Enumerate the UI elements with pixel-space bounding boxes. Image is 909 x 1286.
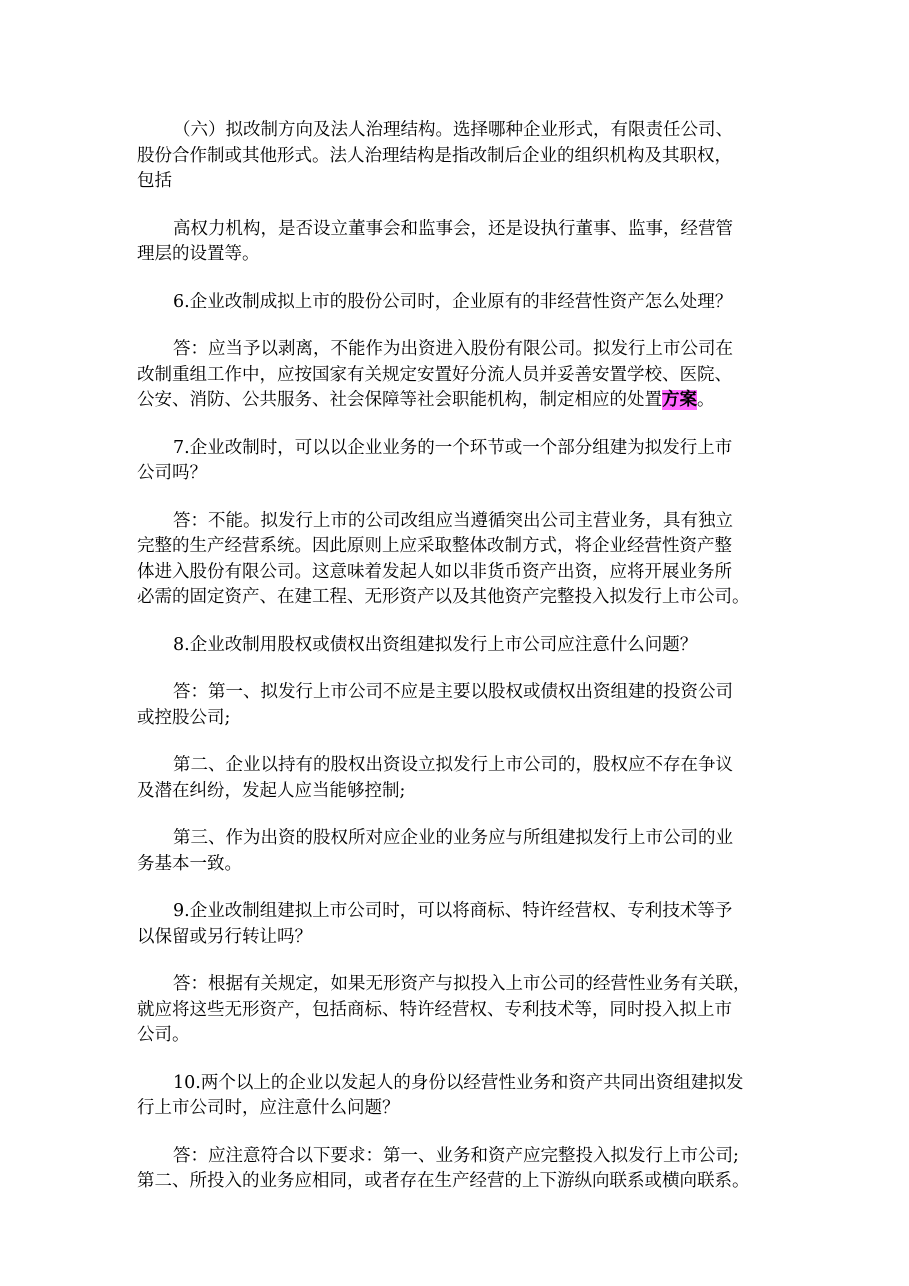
text-line [101,388,773,414]
answer-8-point-1 [137,680,773,731]
text-line: 8.企业改制用股权或债权出资组建拟发行上市公司应注意什么问题？ [173,634,698,655]
answer-8-point-3 [137,826,773,877]
document-body [137,118,773,1217]
text-line: 答：根据有关规定，如果无形资产与拟投入上市公司的经营性业务有关联， [173,974,751,994]
paragraph-governance-structure [137,217,773,268]
text-line: 7.企业改制时，可以以企业业务的一个环节或一个部分组建为拟发行上市 [173,437,733,458]
question-9 [137,899,773,950]
answer-6 [137,337,773,414]
text-line: 6.企业改制成拟上市的股份公司时，企业原有的非经营性资产怎么处理？ [173,291,733,312]
paragraph-restructuring-direction [137,118,773,195]
text-segment: 。 [697,390,715,410]
text-line: 就应将这些无形资产，包括商标、特许经营权、专利技术等，同时投入拟上市 [137,999,732,1020]
text-line: 第三、作为出资的股权所对应企业的业务应与所组建拟发行上市公司的业 [173,828,733,848]
question-10 [137,1071,773,1122]
answer-10 [137,1144,773,1195]
question-6 [137,290,773,316]
answer-9 [137,972,773,1049]
text-line: 第二、企业以持有的股权出资设立拟发行上市公司的，股权应不存在争议 [173,755,733,775]
text-line: 必需的固定资产、在建工程、无形资产以及其他资产完整投入拟发行上市公司。 [137,587,750,607]
text-line: 完整的生产经营系统。因此原则上应采取整体改制方式，将企业经营性资产整 [137,536,732,556]
text-line: 第二、所投入的业务应相同，或者存在生产经营的上下游纵向联系或横向联系。 [137,1171,750,1191]
text-line: 或控股公司; [137,707,231,728]
text-line: 答：不能。拟发行上市的公司改组应当遵循突出公司主营业务，具有独立 [173,510,733,531]
text-line: 及潜在纠纷，发起人应当能够控制; [137,780,406,801]
text-line: 改制重组工作中，应按国家有关规定安置好分流人员并妥善安置学校、医院、 [137,364,732,385]
highlighted-text: 方案 [662,390,697,410]
text-line: 9.企业改制组建拟上市公司时，可以将商标、特许经营权、专利技术等予 [173,901,733,921]
text-line: 答：应注意符合以下要求：第一、业务和资产应完整投入拟发行上市公司; [173,1145,739,1166]
text-segment: 公安、消防、公共服务、社会保障等社会职能机构，制定相应的处置 [137,390,662,410]
question-7 [137,436,773,487]
question-8 [137,633,773,659]
answer-7 [137,509,773,611]
text-line: 答：第一、拟发行上市公司不应是主要以股权或债权出资组建的投资公司 [173,682,733,702]
text-line: 公司。 [137,1025,190,1045]
text-line: 务基本一致。 [137,853,242,874]
text-line: 答：应当予以剥离，不能作为出资进入股份有限公司。拟发行上市公司在 [173,339,733,359]
text-line: 以保留或另行转让吗？ [137,926,312,947]
text-line: 股份合作制或其他形式。法人治理结构是指改制后企业的组织机构及其职权， [137,145,732,166]
text-line: 10.两个以上的企业以发起人的身份以经营性业务和资产共同出资组建拟发 [173,1072,744,1093]
text-line: 公司吗？ [137,463,207,483]
text-line: 理层的设置等。 [137,244,260,264]
text-line: （六）拟改制方向及法人治理结构。选择哪种企业形式，有限责任公司、 [173,120,733,140]
text-line: 体进入股份有限公司。这意味着发起人如以非货币资产出资，应将开展业务所 [137,561,732,582]
answer-8-point-2 [137,753,773,804]
text-line: 行上市公司时，应注意什么问题？ [137,1098,400,1118]
text-line: 高权力机构，是否设立董事会和监事会，还是设执行董事、监事，经营管 [173,218,733,239]
text-line: 包括 [137,171,172,191]
